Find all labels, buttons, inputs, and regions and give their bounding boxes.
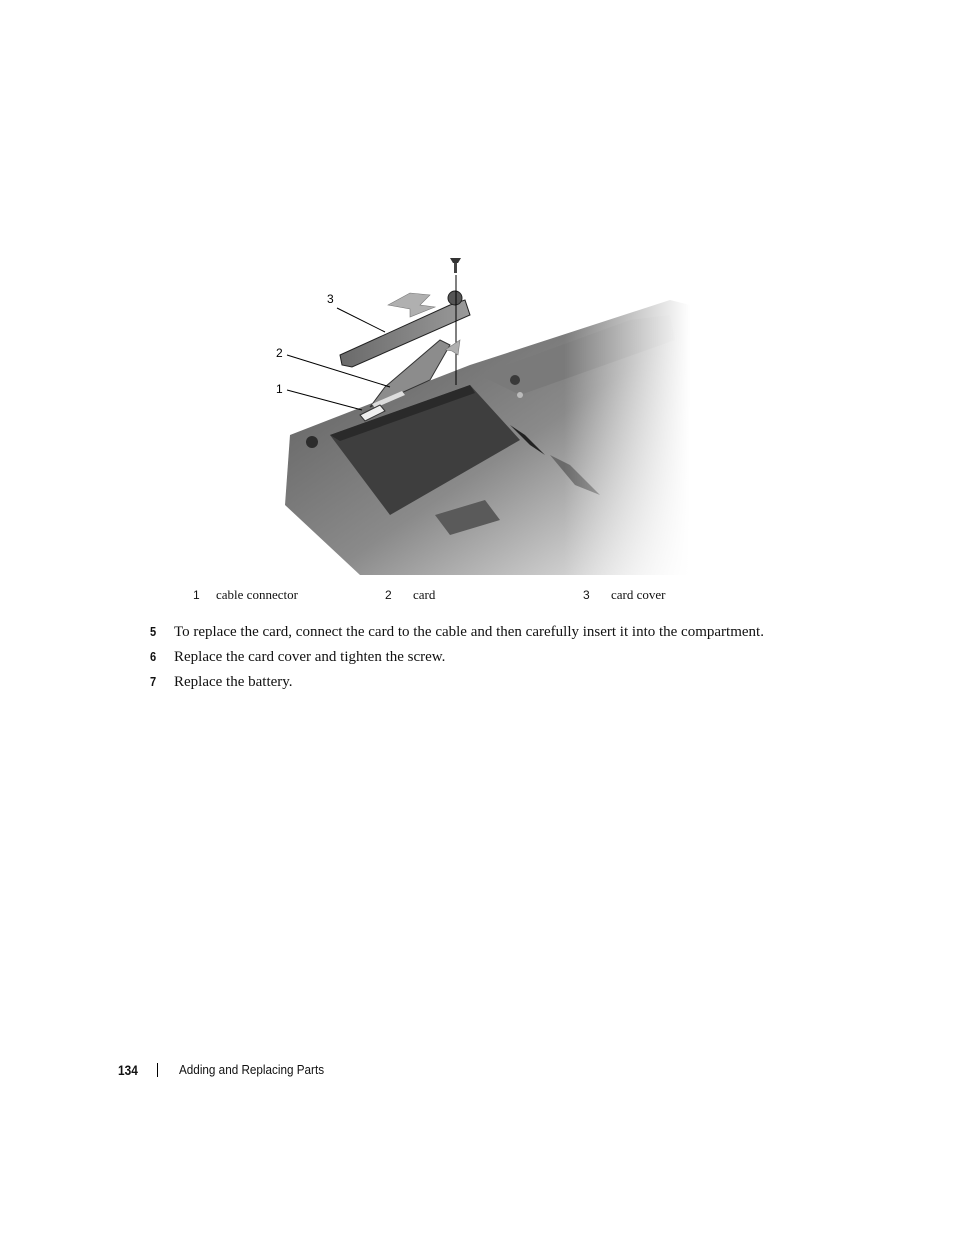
callout-number: 1 xyxy=(276,382,283,396)
step-item xyxy=(150,647,850,672)
step-text: To replace the card, connect the card to the cable and then carefully insert it into the compartment. xyxy=(174,624,764,640)
step-number: 6 xyxy=(150,649,157,664)
legend-label: card xyxy=(413,587,436,602)
step-item xyxy=(150,672,850,697)
legend-number: 1 xyxy=(193,588,200,602)
page-number: 134 xyxy=(118,1062,138,1078)
footer-divider xyxy=(157,1063,158,1077)
callout-number: 2 xyxy=(276,346,283,360)
step-number: 5 xyxy=(150,624,157,639)
step-text: Replace the battery. xyxy=(174,674,293,690)
step-text: Replace the card cover and tighten the screw. xyxy=(174,649,446,665)
figure-legend xyxy=(0,587,954,607)
legend-label: card cover xyxy=(611,587,666,602)
legend-number: 2 xyxy=(385,588,392,602)
section-title: Adding and Replacing Parts xyxy=(179,1062,325,1077)
callout-number: 3 xyxy=(327,292,334,306)
card-replacement-illustration xyxy=(270,245,690,575)
legend-number: 3 xyxy=(583,588,590,602)
step-item xyxy=(150,622,850,647)
legend-label: cable connector xyxy=(216,587,298,602)
procedure-steps xyxy=(150,622,850,697)
step-number: 7 xyxy=(150,674,157,689)
